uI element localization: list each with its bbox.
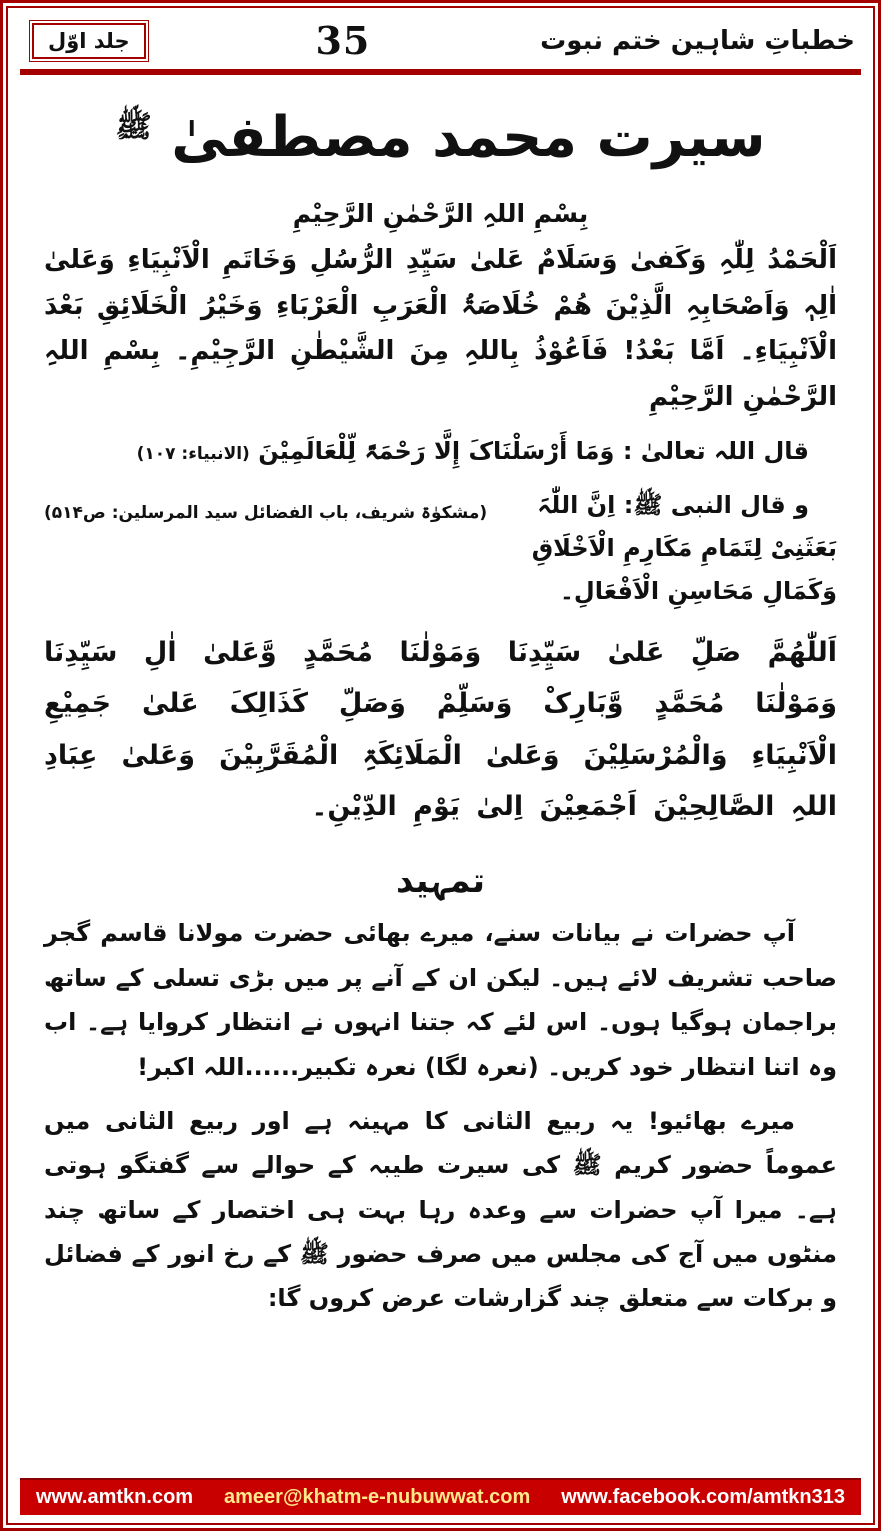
- footer-facebook: www.facebook.com/amtkn313: [561, 1486, 845, 1508]
- page-header: [18, 14, 863, 69]
- urdu-paragraph-1: آپ حضرات نے بیانات سنے، میرے بھائی حضرت مولانا قاسم گجر صاحب تشریف لائے ہیں۔ لیکن ان کے آنے پر میں بڑی تسلی کے ساتھ براجمان ہوگیا ہوں۔ اس لئے کہ جتنا انہوں نے انتظار کروایا ہے۔ اب وہ اتنا انتظار خود کریں۔ (نعرہ لگا) نعرہ تکبیر......اللہ اکبر!: [44, 919, 837, 1081]
- verse-reference: (الانبیاء: ۱۰۷): [136, 444, 250, 465]
- hadith-intro: و قال النبی ﷺ:: [623, 490, 809, 519]
- urdu-paragraph-2: میرے بھائیو! یہ ربیع الثانی کا مہینہ ہے اور ربیع الثانی میں عموماً حضور کریم ﷺ کی سیرت طیبہ کے حوالے سے گفتگو ہوتی ہے۔ میرا آپ حضرات سے وعدہ رہا بہت ہی اختصار کے ساتھ چند منٹوں میں آج کی مجلس میں صرف حضور ﷺ کے رخ انور کے فضائل و برکات سے متعلق چند گزارشات عرض کروں گا:: [44, 1106, 837, 1313]
- quran-verse-line: [44, 430, 837, 473]
- arabic-hamd-paragraph: اَلْحَمْدُ لِلّٰہِ وَکَفیٰ وَسَلَامٌ عَلیٰ سَیِّدِ الرُّسُلِ وَخَاتَمِ الْاَنْبِیَاءِ وَعَلیٰ اٰلِہٖ وَاَصْحَابِہِ الَّذِیْنَ ھُمْ خُلَاصَۃُ الْعَرَبِ الْعَرْبَاءِ وَخَیْرُ الْخَلَائِقِ بَعْدَ الْاَنْبِیَاءِ۔ اَمَّا بَعْدُ! فَاَعُوْذُ بِاللہِ مِنَ الشَّیْطٰنِ الرَّجِیْمِ۔ بِسْمِ اللہِ الرَّحْمٰنِ الرَّحِیْمِ: [44, 245, 837, 412]
- page-content: [18, 75, 863, 1472]
- book-title: خطباتِ شاہین ختم نبوت: [540, 25, 855, 56]
- page-number: 35: [315, 18, 371, 63]
- hadith-text: اِنَّ اللّٰہَ بَعَثَنِیْ لِتَمَامِ مَکَارِمِ الْاَخْلَاقِ وَکَمَالِ مَحَاسِنِ الْاَفْعَالِ۔: [531, 490, 837, 605]
- volume-label: جلد اوّل: [32, 23, 146, 59]
- verse-text: وَمَا أَرْسَلْنَاکَ إِلَّا رَحْمَۃً لِّلْعَالَمِیْنَ: [258, 437, 615, 466]
- chapter-title: [44, 99, 837, 177]
- footer-email: ameer@khatm-e-nubuwwat.com: [224, 1486, 531, 1508]
- honorific-mark: ﷺ: [115, 109, 152, 145]
- page: [6, 6, 875, 1525]
- durood-paragraph: اَللّٰھُمَّ صَلِّ عَلیٰ سَیِّدِنَا وَمَوْلٰنَا مُحَمَّدٍ وَّعَلیٰ اٰلِ سَیِّدِنَا وَمَوْلٰنَا مُحَمَّدٍ وَّبَارِکْ وَسَلِّمْ وَصَلِّ کَذَالِکَ عَلیٰ جَمِیْعِ الْاَنْبِیَاءِ وَالْمُرْسَلِیْنَ وَعَلیٰ الْمَلَائِکَۃِ الْمُقَرَّبِیْنَ وَعَلیٰ عِبَادِ اللہِ الصَّالِحِیْنَ اَجْمَعِیْنَ اِلیٰ یَوْمِ الدِّیْنِ۔: [44, 637, 837, 823]
- footer-bar: [20, 1478, 861, 1515]
- chapter-title-text: سیرت محمد مصطفیٰ: [171, 105, 766, 170]
- footer-website: www.amtkn.com: [36, 1486, 194, 1508]
- section-heading-tamheed: تمہید: [395, 861, 485, 902]
- basmala: بِسْمِ اللہِ الرَّحْمٰنِ الرَّحِیْمِ: [292, 199, 589, 229]
- hadith-reference: (مشکوٰۃ شریف، باب الفضائل سید المرسلین: ص۵۱۴): [44, 502, 488, 523]
- hadith-paragraph: [44, 484, 837, 614]
- verse-intro: قال اللہ تعالیٰ :: [622, 437, 809, 466]
